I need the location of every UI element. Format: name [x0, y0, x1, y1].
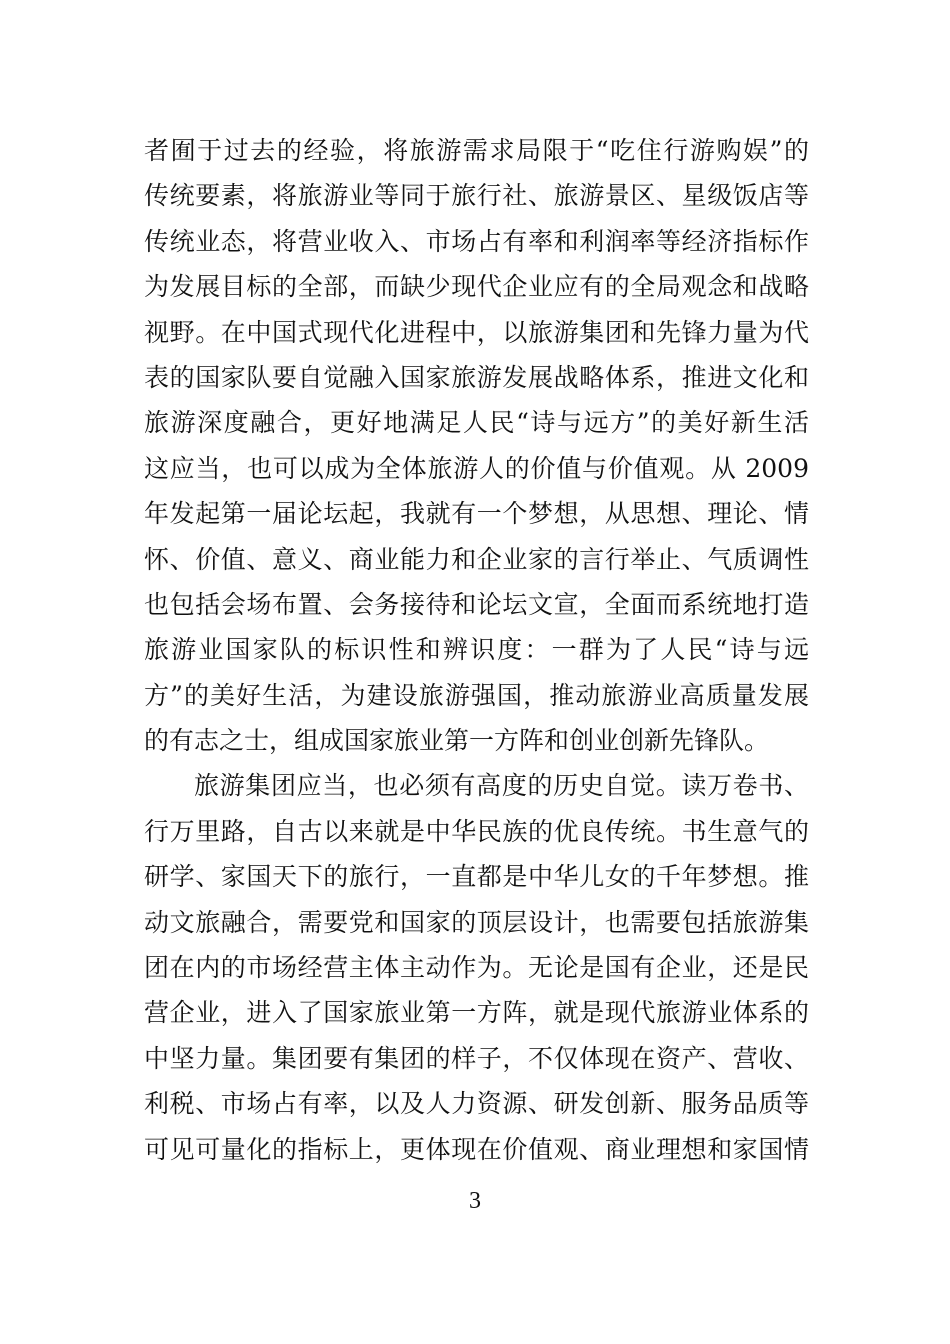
text-line: 也包括会场布置、会务接待和论坛文宣，全面而系统地打造: [144, 589, 809, 619]
text-line: 为发展目标的全部，而缺少现代企业应有的全局观念和战略: [144, 272, 809, 302]
text-line: 传统要素，将旅游业等同于旅行社、旅游景区、星级饭店等: [144, 181, 809, 211]
text-line: 传统业态，将营业收入、市场占有率和利润率等经济指标作: [144, 226, 809, 256]
text-line: 研学、家国天下的旅行，一直都是中华儿女的千年梦想。推: [144, 862, 809, 892]
text-line: 的有志之士，组成国家旅业第一方阵和创业创新先锋队。: [144, 726, 770, 756]
text-line: 旅游业国家队的标识性和辨识度：一群为了人民“诗与远: [144, 635, 809, 665]
text-line: 旅游深度融合，更好地满足人民“诗与远方”的美好新生活: [144, 408, 809, 438]
paragraph-1: [144, 128, 809, 763]
text-line: 者囿于过去的经验，将旅游需求局限于“吃住行游购娱”的: [144, 136, 809, 165]
text-line: 这应当，也可以成为全体旅游人的价值与价值观。从 2009: [144, 453, 809, 483]
text-line: 行万里路，自古以来就是中华民族的优良传统。书生意气的: [144, 816, 809, 846]
text-line: 营企业，进入了国家旅业第一方阵，就是现代旅游业体系的: [144, 998, 809, 1028]
page-number: 3: [469, 1188, 481, 1214]
text-line: 团在内的市场经营主体主动作为。无论是国有企业，还是民: [144, 953, 809, 983]
text-line: 旅游集团应当，也必须有高度的历史自觉。读万卷书、: [194, 771, 809, 801]
text-line: 方”的美好生活，为建设旅游强国，推动旅游业高质量发展: [144, 680, 809, 710]
text-line: 利税、市场占有率，以及人力资源、研发创新、服务品质等: [144, 1089, 809, 1119]
text-line: 怀、价值、意义、商业能力和企业家的言行举止、气质调性: [144, 544, 809, 574]
text-line: 视野。在中国式现代化进程中，以旅游集团和先锋力量为代: [144, 317, 809, 347]
body-text: [144, 128, 809, 1172]
text-line: 年发起第一届论坛起，我就有一个梦想，从思想、理论、情: [144, 499, 809, 529]
text-line: 表的国家队要自觉融入国家旅游发展战略体系，推进文化和: [144, 362, 809, 392]
paragraph-2: [144, 763, 809, 1172]
text-line: 中坚力量。集团要有集团的样子，不仅体现在资产、营收、: [144, 1043, 809, 1073]
text-line: 动文旅融合，需要党和国家的顶层设计，也需要包括旅游集: [144, 907, 809, 937]
text-line: 可见可量化的指标上，更体现在价值观、商业理想和家国情: [144, 1134, 809, 1164]
